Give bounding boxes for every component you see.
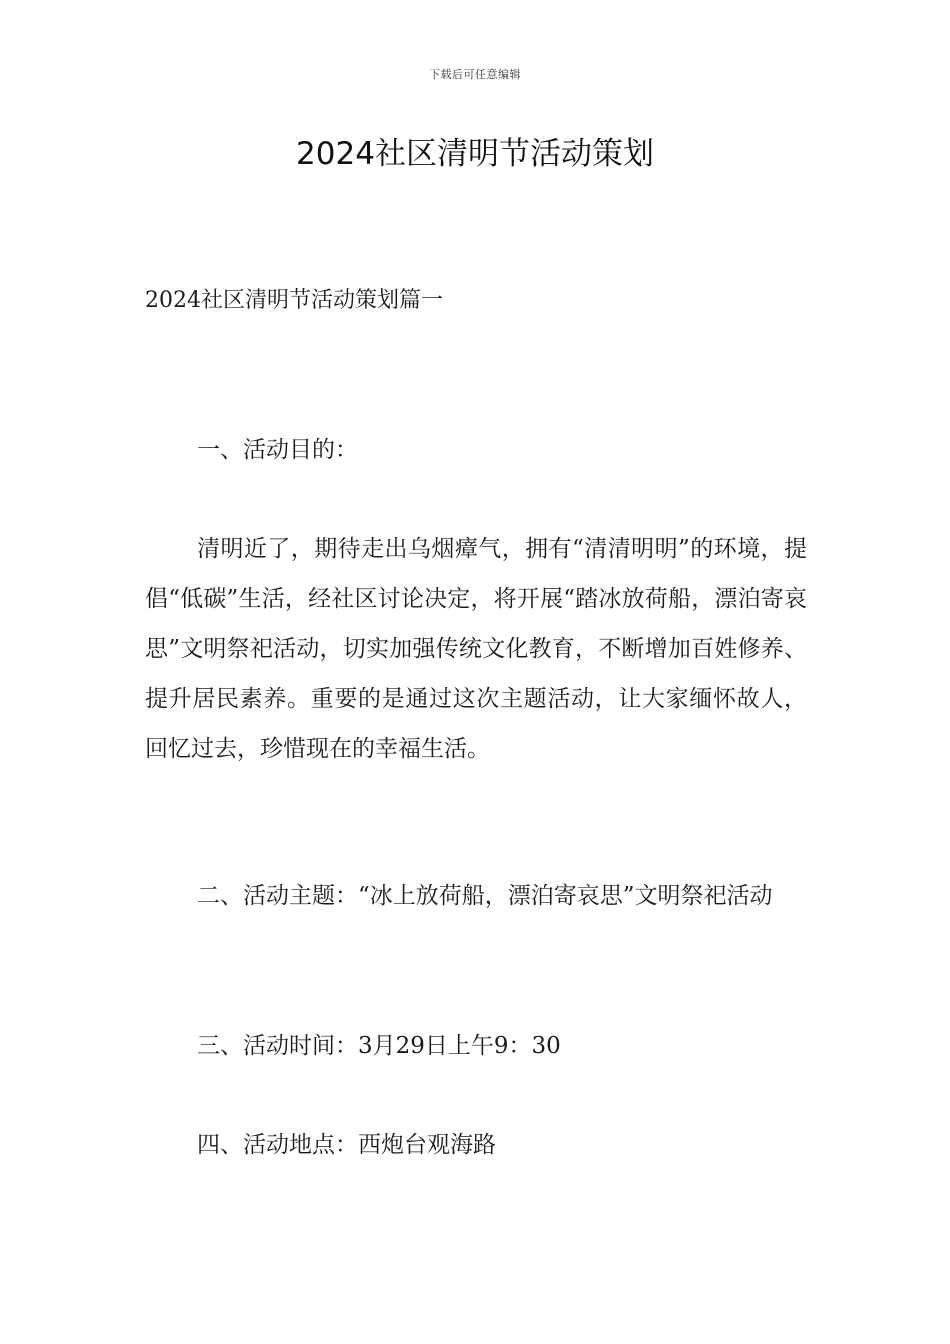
section-heading-location: 四、活动地点：西炮台观海路 <box>197 1132 496 1158</box>
section-heading-purpose: 一、活动目的： <box>197 437 358 463</box>
section-paragraph-purpose: 清明近了，期待走出乌烟瘴气，拥有“清清明明”的环境，提倡“低碳”生活，经社区讨论决定，将开展“踏冰放荷船，漂泊寄哀思”文明祭祀活动，切实加强传统文化教育，不断增加百姓修养、提升居民素养。重要的是通过这次主题活动，让大家缅怀故人，回忆过去，珍惜现在的幸福生活。 <box>145 536 807 762</box>
section-heading-theme: 二、活动主题：“冰上放荷船，漂泊寄哀思”文明祭祀活动 <box>197 883 773 909</box>
section-heading-time: 三、活动时间：3月29日上午9：30 <box>197 1033 561 1059</box>
header-note: 下载后可任意编辑 <box>429 68 521 81</box>
document-title: 2024社区清明节活动策划 <box>296 136 654 172</box>
document-subtitle: 2024社区清明节活动策划篇一 <box>145 288 443 313</box>
